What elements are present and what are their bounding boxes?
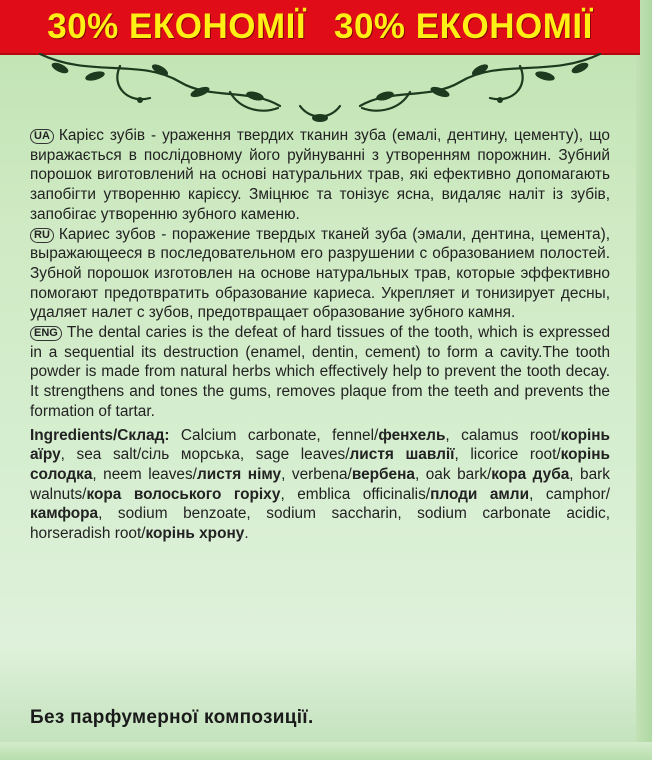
ingredient-name-ua: корінь солодка [30, 446, 610, 483]
ingredient-name-ua: плоди амли [430, 485, 530, 503]
ingredient-name-ua: фенхель [378, 426, 446, 444]
ingredient-name-ua: кора волоського горіху [86, 485, 281, 503]
ingredient-name-en: , calamus root/ [445, 426, 561, 444]
ingredient-name-en: , verbena/ [281, 465, 352, 483]
ingredients-label: Ingredients/Склад: [30, 426, 170, 444]
lang-badge-ua: UA [30, 129, 54, 144]
ingredient-name-en: Calcium carbonate, fennel/ [169, 426, 379, 444]
lang-badge-ru: RU [30, 228, 54, 243]
ingredient-name-en: , camphor/ [529, 485, 610, 503]
ingredients-list [30, 426, 610, 544]
section-ua [30, 126, 610, 225]
ingredient-name-en: , licorice root/ [454, 446, 561, 464]
savings-banner-left-text: 30% ЕКОНОМІЇ [47, 6, 306, 46]
floral-ornament-icon [0, 48, 640, 128]
savings-banner [0, 0, 640, 55]
ingredient-name-ua: листя шавлії [349, 446, 455, 464]
ingredient-name-en: , sea salt/сіль морська, sage leaves/ [60, 446, 350, 464]
ingredient-name-ua: корінь аїру [30, 426, 611, 464]
section-ru-text: Кариес зубов - поражение твердых тканей зуба (эмали, дентина, цемента), выражающееся в последовательном его разрушении с образованием полостей. Зубной порошок изготовлен на основе натуральных трав, которые эффективно помогают предотвратить образование кариеса. Укрепляет и тонизирует десны, удаляет налет с зубов, предотвращает образование зубного камня. [30, 225, 610, 322]
lang-badge-eng: ENG [30, 326, 62, 341]
ingredient-name-ua: листя німу [196, 465, 282, 483]
ingredient-name-ua: корінь хрону [145, 525, 245, 543]
ingredient-name-en: , bark walnuts/ [30, 465, 610, 503]
ingredient-name-en: , neem leaves/ [92, 465, 197, 483]
ingredient-name-en: , oak bark/ [414, 465, 492, 483]
box-bottom-edge [0, 742, 652, 760]
ingredient-name-en: , emblica officinalis/ [280, 485, 431, 503]
section-eng-text: The dental caries is the defeat of hard tissues of the tooth, which is expressed in a sequential its destruction (enamel, dentin, cement) to form a cavity.The tooth powder is made from natural herbs which effectively help to prevent the tooth decay. It strengthens and tones the gums, removes plaque from the teeth and prevents the formation of tartar. [30, 324, 610, 420]
ingredient-name-ua: камфора [30, 505, 99, 523]
section-eng [30, 323, 610, 422]
description-text-block [30, 126, 610, 544]
no-perfume-note: Без парфумерної композиції. [30, 707, 314, 728]
section-ua-text: Карієс зубів - ураження твердих тканин зуба (емалі, дентину, цементу), що виражається в послідовному його руйнуванні з утворенням порожнин. Зубний порошок виготовлений на основі натуральних трав, які ефективно допомагають запобігти утворенню карієсу. Зміцнює та тонізує ясна, видаляє наліт із зубів, запобігає утворенню зубного каменю. [30, 127, 610, 223]
ingredient-name-en: , sodium benzoate, sodium saccharin, sodium carbonate acidic, horseradish root/ [30, 505, 610, 543]
ingredient-name-ua: кора дуба [491, 465, 570, 483]
ingredient-name-en: . [244, 525, 249, 543]
ingredient-name-ua: вербена [351, 465, 415, 483]
savings-banner-right-text: 30% ЕКОНОМІЇ [334, 6, 593, 46]
section-ru [30, 225, 610, 324]
